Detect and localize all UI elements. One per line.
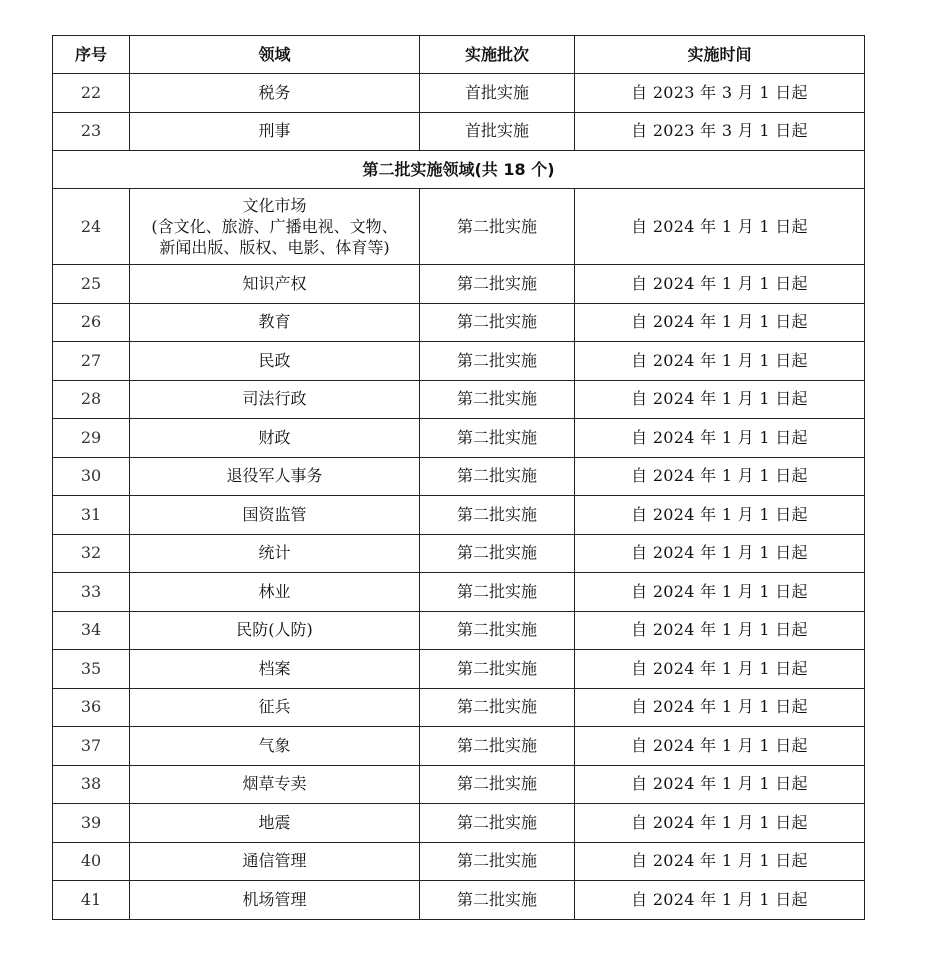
- row-batch: 第二批实施: [420, 765, 575, 804]
- row-batch: 第二批实施: [420, 380, 575, 419]
- row-serial-number: 40: [53, 842, 130, 881]
- section-divider: [53, 151, 865, 265]
- row-time: 自 2024 年 1 月 1 日起: [575, 573, 865, 612]
- row-domain: 统计: [130, 534, 420, 573]
- table-row: [53, 688, 865, 727]
- row-domain: 林业: [130, 573, 420, 612]
- row-domain: 刑事: [130, 112, 420, 151]
- row-serial-number: 35: [53, 650, 130, 689]
- row-domain: 教育: [130, 303, 420, 342]
- table-row: [53, 112, 865, 151]
- row-domain: 通信管理: [130, 842, 420, 881]
- row-batch: 首批实施: [420, 74, 575, 113]
- row-batch: 第二批实施: [420, 727, 575, 766]
- row-time: 自 2024 年 1 月 1 日起: [575, 189, 865, 265]
- row-domain: 退役军人事务: [130, 457, 420, 496]
- row-batch: 第二批实施: [420, 457, 575, 496]
- row-time: 自 2024 年 1 月 1 日起: [575, 496, 865, 535]
- row-time: 自 2024 年 1 月 1 日起: [575, 534, 865, 573]
- row-serial-number: 31: [53, 496, 130, 535]
- table-header-row: [53, 36, 865, 74]
- row-serial-number: 38: [53, 765, 130, 804]
- row-batch: 第二批实施: [420, 265, 575, 304]
- row-serial-number: 36: [53, 688, 130, 727]
- row-batch: 第二批实施: [420, 842, 575, 881]
- table-row: [53, 496, 865, 535]
- row-serial-number: 41: [53, 881, 130, 920]
- table-row: [53, 842, 865, 881]
- table-row: [53, 881, 865, 920]
- row-domain-line: 新闻出版、版权、电影、体育等): [159, 238, 390, 257]
- row-domain: 档案: [130, 650, 420, 689]
- table-row: [53, 650, 865, 689]
- row-batch: 第二批实施: [420, 496, 575, 535]
- section-heading: 第二批实施领域(共 18 个): [53, 151, 865, 189]
- row-batch: 第二批实施: [420, 534, 575, 573]
- table-row: [53, 804, 865, 843]
- row-serial-number: 28: [53, 380, 130, 419]
- row-domain-line: 文化市场: [242, 196, 307, 215]
- row-time: 自 2024 年 1 月 1 日起: [575, 765, 865, 804]
- row-domain-line: (含文化、旅游、广播电视、文物、: [151, 217, 398, 236]
- row-domain: 气象: [130, 727, 420, 766]
- header-time: 实施时间: [575, 36, 865, 74]
- row-time: 自 2024 年 1 月 1 日起: [575, 419, 865, 458]
- table-row: [53, 727, 865, 766]
- row-serial-number: 39: [53, 804, 130, 843]
- row-batch: 第二批实施: [420, 804, 575, 843]
- row-batch: 第二批实施: [420, 650, 575, 689]
- header-serial-number: 序号: [53, 36, 130, 74]
- table-row: [53, 303, 865, 342]
- row-batch: 首批实施: [420, 112, 575, 151]
- row-batch: 第二批实施: [420, 303, 575, 342]
- table-row: [53, 765, 865, 804]
- row-time: 自 2023 年 3 月 1 日起: [575, 74, 865, 113]
- row-serial-number: 32: [53, 534, 130, 573]
- row-serial-number: 29: [53, 419, 130, 458]
- row-time: 自 2024 年 1 月 1 日起: [575, 342, 865, 381]
- row-batch: 第二批实施: [420, 881, 575, 920]
- row-time: 自 2024 年 1 月 1 日起: [575, 265, 865, 304]
- row-time: 自 2024 年 1 月 1 日起: [575, 650, 865, 689]
- row-domain: 财政: [130, 419, 420, 458]
- row-batch: 第二批实施: [420, 189, 575, 265]
- table-row: [53, 74, 865, 113]
- second-batch-rows: [53, 265, 865, 920]
- row-domain: 烟草专卖: [130, 765, 420, 804]
- row-serial-number: 25: [53, 265, 130, 304]
- row-serial-number: 34: [53, 611, 130, 650]
- row-time: 自 2024 年 1 月 1 日起: [575, 303, 865, 342]
- row-batch: 第二批实施: [420, 611, 575, 650]
- row-serial-number: 27: [53, 342, 130, 381]
- table-row: [53, 265, 865, 304]
- implementation-table-container: [52, 35, 864, 920]
- table-row: [53, 573, 865, 612]
- header-domain: 领域: [130, 36, 420, 74]
- row-batch: 第二批实施: [420, 342, 575, 381]
- row-domain: [130, 189, 420, 265]
- row-serial-number: 26: [53, 303, 130, 342]
- implementation-table: [52, 35, 865, 920]
- row-time: 自 2024 年 1 月 1 日起: [575, 380, 865, 419]
- row-domain: 知识产权: [130, 265, 420, 304]
- row-serial-number: 23: [53, 112, 130, 151]
- table-row: [53, 380, 865, 419]
- table-row: [53, 457, 865, 496]
- row-batch: 第二批实施: [420, 573, 575, 612]
- row-domain: 税务: [130, 74, 420, 113]
- row-serial-number: 33: [53, 573, 130, 612]
- first-batch-rows: [53, 74, 865, 151]
- row-domain: 征兵: [130, 688, 420, 727]
- row-domain: 地震: [130, 804, 420, 843]
- row-domain: 民政: [130, 342, 420, 381]
- section-heading-row: [53, 151, 865, 189]
- table-row: [53, 534, 865, 573]
- table-row: [53, 189, 865, 265]
- row-domain: 国资监管: [130, 496, 420, 535]
- row-domain: 司法行政: [130, 380, 420, 419]
- row-time: 自 2024 年 1 月 1 日起: [575, 804, 865, 843]
- row-time: 自 2024 年 1 月 1 日起: [575, 457, 865, 496]
- header-batch: 实施批次: [420, 36, 575, 74]
- row-batch: 第二批实施: [420, 688, 575, 727]
- row-serial-number: 22: [53, 74, 130, 113]
- row-serial-number: 30: [53, 457, 130, 496]
- row-time: 自 2024 年 1 月 1 日起: [575, 842, 865, 881]
- table-row: [53, 419, 865, 458]
- table-row: [53, 342, 865, 381]
- row-serial-number: 24: [53, 189, 130, 265]
- row-batch: 第二批实施: [420, 419, 575, 458]
- table-row: [53, 611, 865, 650]
- row-time: 自 2024 年 1 月 1 日起: [575, 881, 865, 920]
- row-time: 自 2023 年 3 月 1 日起: [575, 112, 865, 151]
- row-time: 自 2024 年 1 月 1 日起: [575, 688, 865, 727]
- row-domain: 机场管理: [130, 881, 420, 920]
- row-time: 自 2024 年 1 月 1 日起: [575, 727, 865, 766]
- row-serial-number: 37: [53, 727, 130, 766]
- row-time: 自 2024 年 1 月 1 日起: [575, 611, 865, 650]
- row-domain: 民防(人防): [130, 611, 420, 650]
